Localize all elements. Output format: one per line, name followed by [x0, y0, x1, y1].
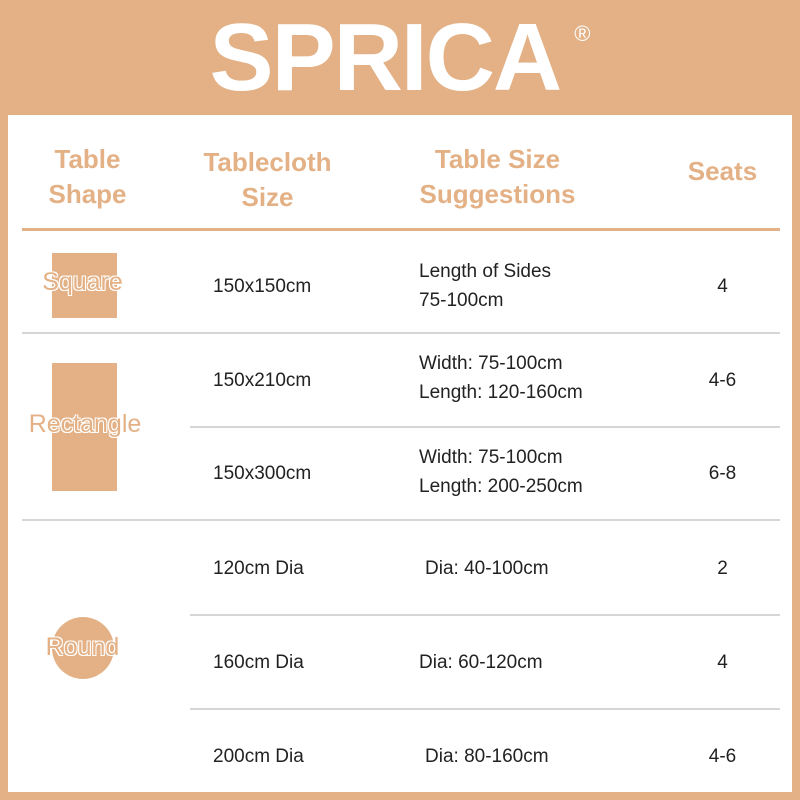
- suggestion-line: Width: 75-100cm: [419, 353, 563, 374]
- brand-logo: SPRICA: [209, 4, 561, 111]
- shape-label-rectangle: Rectangle: [28, 410, 142, 438]
- header-seats: Seats: [687, 156, 758, 186]
- seats-value: 4: [717, 652, 728, 673]
- suggestion-line: Dia: 60-120cm: [419, 652, 543, 673]
- suggestion-line: Dia: 40-100cm: [425, 558, 549, 579]
- tablecloth-size: 120cm Dia: [213, 558, 304, 579]
- registered-mark: ®: [574, 21, 591, 46]
- row-divider: [190, 708, 780, 710]
- tablecloth-size: 150x150cm: [213, 276, 312, 297]
- seats-value: 6-8: [708, 463, 737, 484]
- suggestion-line: Dia: 80-160cm: [425, 746, 549, 767]
- header-table-size-suggestions: Table Size Suggestions: [419, 144, 576, 209]
- seats-value: 4-6: [708, 370, 737, 391]
- suggestion-line: Width: 75-100cm: [419, 447, 563, 468]
- row-divider: [190, 614, 780, 616]
- suggestion-line: Length: 120-160cm: [419, 382, 583, 403]
- brand-header: [0, 4, 800, 111]
- row-divider: [22, 332, 780, 334]
- row-divider: [190, 426, 780, 428]
- suggestion-line: Length of Sides: [419, 261, 552, 282]
- tablecloth-size: 160cm Dia: [213, 652, 304, 673]
- shape-label-round: Round: [45, 633, 120, 661]
- header-divider: [22, 228, 780, 231]
- seats-value: 4: [717, 276, 728, 297]
- seats-value: 2: [717, 558, 728, 579]
- row-divider: [22, 519, 780, 521]
- tablecloth-size: 200cm Dia: [213, 746, 304, 767]
- header-table-shape: Table Shape: [48, 144, 127, 209]
- size-chart-panel: [8, 115, 792, 792]
- header-tablecloth-size: Tablecloth Size: [203, 147, 332, 212]
- tablecloth-size: 150x210cm: [213, 370, 312, 391]
- shape-label-square: Square: [42, 268, 123, 296]
- suggestion-line: Length: 200-250cm: [419, 476, 583, 497]
- suggestion-line: 75-100cm: [419, 290, 504, 311]
- tablecloth-size: 150x300cm: [213, 463, 312, 484]
- seats-value: 4-6: [708, 746, 737, 767]
